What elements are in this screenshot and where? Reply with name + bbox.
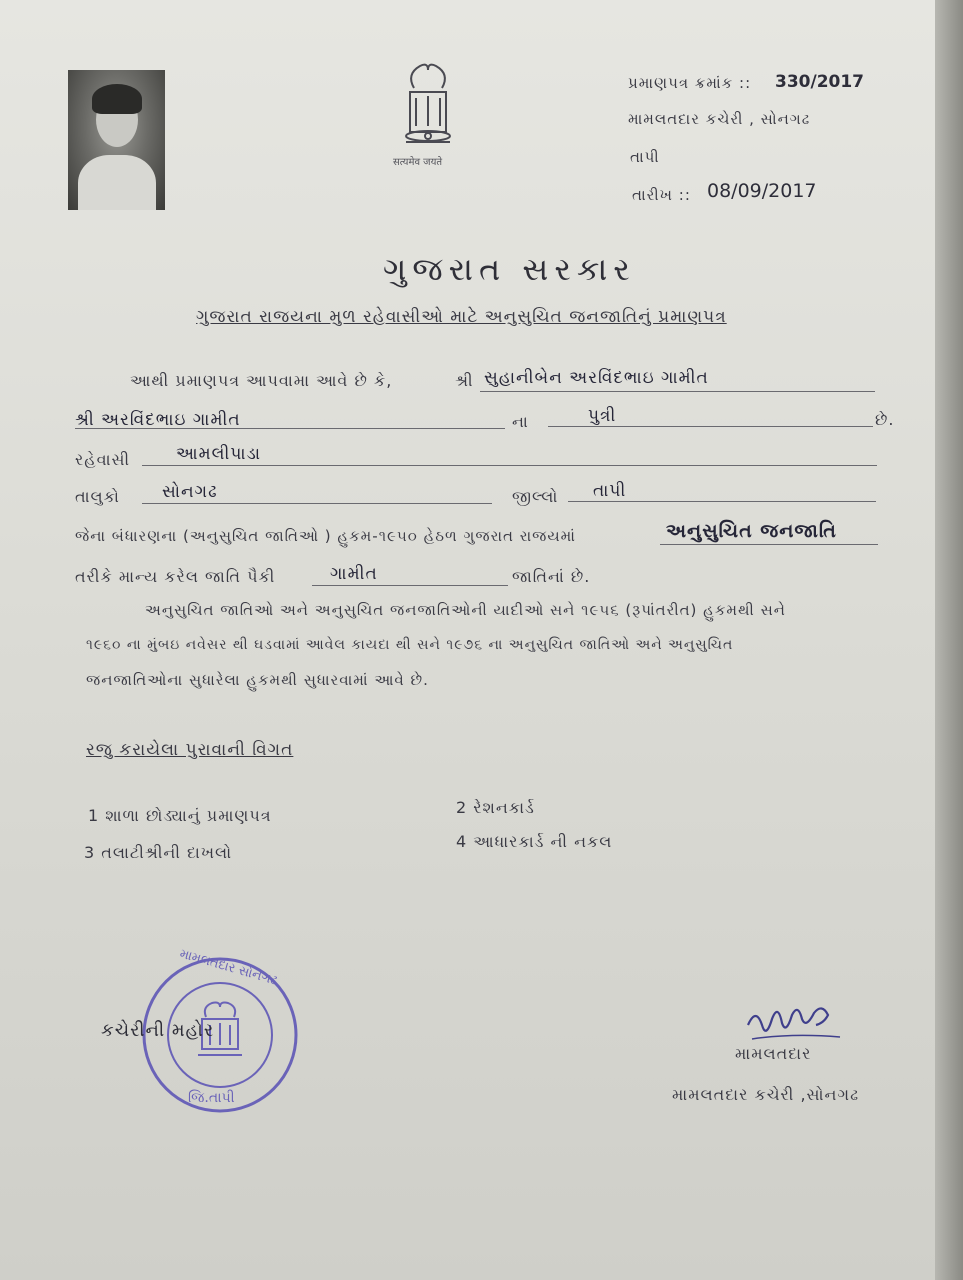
seal-label: કચેરીની મહોર (101, 1020, 215, 1041)
intro-text: આથી પ્રમાણપત્ર આપવામા આવે છે કે, (130, 371, 393, 390)
caste-underline (312, 585, 508, 586)
issuing-district: તાપી (630, 148, 660, 166)
taluka-underline (142, 503, 492, 504)
date-label: તારીખ :: (632, 186, 691, 204)
relation-underline (548, 426, 873, 427)
evidence-item-4: 4 આધારકાર્ડ ની નકલ (456, 832, 613, 851)
residence-label: રહેવાસી (75, 450, 131, 469)
page-edge-shadow (935, 0, 963, 1280)
paragraph-line-3: જનજાતિઓના સુધારેલા હુકમથી સુધારવામાં આવે છે. (86, 671, 429, 689)
taluka-label: તાલુકો (75, 487, 120, 506)
document-subtitle: ગુજરાત રાજયના મુળ રહેવાસીઓ માટે અનુસુચિત જનજાતિનું પ્રમાણપત્ર (196, 307, 727, 327)
ashoka-emblem-icon (390, 58, 466, 162)
paragraph-line-2: ૧૯૬૦ ના મુંબઇ નવેસર થી ઘડવામાં આવેલ કાયદા થી સને ૧૯૭૬ ના અનુસુચિત જાતિઓ અને અનુસુચિત (86, 637, 734, 653)
na-label: ના (512, 412, 529, 431)
applicant-photo (68, 70, 165, 210)
document-title: ગુજરાત સરકાર (383, 250, 636, 288)
father-name: શ્રી અરવિંદભાઇ ગામીત (75, 410, 241, 430)
jillo-underline (568, 501, 876, 502)
evidence-item-1: 1 શાળા છોડ્યાનું પ્રમાણપત્ર (88, 806, 272, 825)
category-value: અનુસુચિત જનજાતિ (666, 520, 837, 542)
name-prefix: શ્રી (455, 371, 474, 390)
certificate-number-label: પ્રમાણપત્ર ક્રમાંક :: (628, 74, 752, 92)
jillo-label: જીલ્લો (512, 487, 559, 506)
jillo-value: તાપી (593, 481, 627, 501)
evidence-heading: રજુ કરાયેલા પુરાવાની વિગત (86, 740, 294, 760)
evidence-item-2: 2 રેશનકાર્ડ (456, 798, 535, 817)
recognized-text: તરીકે માન્ય કરેલ જાતિ પૈકી (75, 567, 276, 586)
paragraph-line-1: અનુસુચિત જાતિઓ અને અનુસુચિત જનજાતિઓની યાદીઓ સને ૧૯૫૬ (રૂપાંતરીત) હુકમથી સને (145, 601, 786, 619)
certificate-number: 330/2017 (775, 72, 865, 92)
evidence-item-3: 3 તલાટીશ્રીની દાખલો (84, 843, 233, 862)
relation-value: પુત્રી (588, 406, 617, 426)
che-label: છે. (875, 410, 895, 429)
stamp-top-text: મામલતદાર સોનગઢ (177, 946, 279, 989)
signature-mark (742, 1005, 852, 1047)
father-underline (75, 428, 505, 429)
caste-value: ગામીત (330, 564, 378, 584)
issue-date: 08/09/2017 (707, 180, 817, 202)
signatory-title: મામલતદાર (735, 1044, 812, 1063)
residence-value: આમલીપાડા (176, 444, 262, 464)
name-underline (480, 391, 875, 392)
residence-underline (142, 465, 877, 466)
order-text: જેના બંધારણના (અનુસુચિત જાતિઓ ) હુકમ-૧૯૫૦ હેઠળ ગુજરાત રાજયમાં (75, 527, 576, 545)
taluka-value: સોનગઢ (162, 482, 218, 502)
stamp-bottom-text: જિ.તાપી (188, 1090, 235, 1106)
caste-suffix: જાતિનાં છે. (512, 567, 591, 586)
emblem-caption: सत्यमेव जयते (393, 157, 443, 168)
category-underline (660, 544, 878, 545)
applicant-name: સુહાનીબેન અરવિંદભાઇ ગામીત (484, 368, 709, 388)
signatory-office: મામલતદાર કચેરી ,સોનગઢ (672, 1085, 860, 1104)
issuing-office: મામલતદાર કચેરી , સોનગઢ (628, 110, 811, 128)
